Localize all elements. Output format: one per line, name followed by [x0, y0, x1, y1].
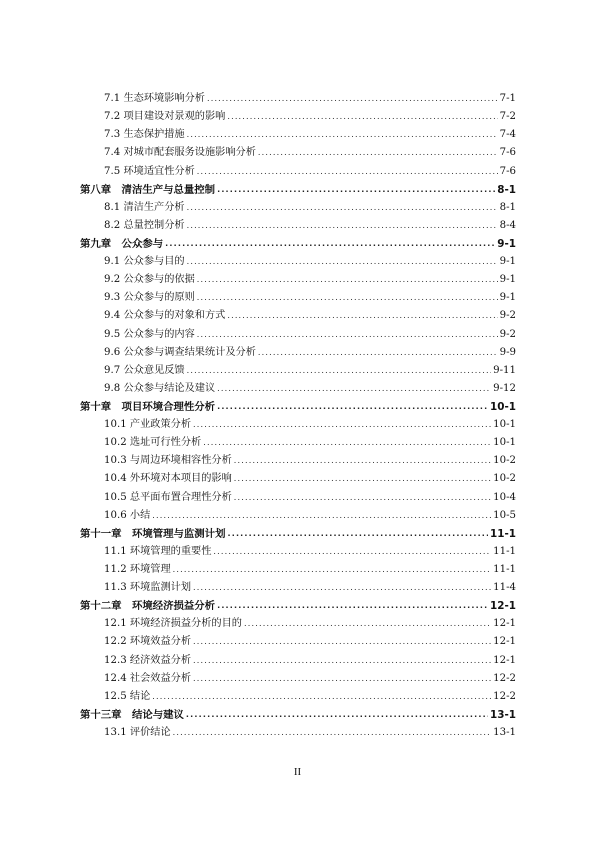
toc-chapter-entry[interactable]: [80, 233, 516, 251]
dot-leader: [217, 599, 488, 613]
toc-entry-page: 12-2: [493, 672, 516, 684]
toc-section-entry[interactable]: [80, 686, 516, 704]
toc-entry-page: 11-1: [493, 563, 516, 575]
toc-chapter-entry[interactable]: [80, 523, 516, 541]
dot-leader: [193, 581, 491, 595]
toc-section-entry[interactable]: [80, 160, 516, 178]
toc-entry-title: 12.3 经济效益分析: [104, 654, 192, 666]
toc-entry-title: 7.2 项目建设对景观的影响: [104, 111, 226, 123]
toc-section-entry[interactable]: [80, 559, 516, 577]
toc-entry-page: 11-1: [493, 545, 516, 557]
toc-entry-page: 10-5: [493, 509, 516, 521]
toc-entry-page: 10-4: [493, 491, 516, 503]
dot-leader: [234, 472, 491, 486]
toc-entry-page: 12-1: [493, 654, 516, 666]
dot-leader: [193, 654, 491, 668]
toc-section-entry[interactable]: [80, 649, 516, 667]
toc-entry-title: 9.5 公众参与的内容: [104, 328, 195, 340]
toc-entry-page: 9-1: [499, 274, 516, 286]
toc-section-entry[interactable]: [80, 323, 516, 341]
toc-section-entry[interactable]: [80, 142, 516, 160]
dot-leader: [227, 527, 488, 541]
dot-leader: [244, 617, 491, 631]
toc-entry-title: 第十三章 结论与建议: [80, 708, 184, 721]
toc-entry-title: 10.4 外环境对本项目的影响: [104, 473, 232, 485]
toc-entry-title: 12.4 社会效益分析: [104, 672, 192, 684]
toc-entry-page: 10-1: [493, 419, 516, 431]
toc-entry-title: 第九章 公众参与: [80, 237, 164, 250]
toc-section-entry[interactable]: [80, 414, 516, 432]
toc-entry-title: 7.4 对城市配套服务设施影响分析: [104, 147, 256, 159]
toc-section-entry[interactable]: [80, 378, 516, 396]
toc-entry-title: 8.1 清洁生产分析: [104, 201, 185, 213]
toc-entry-page: 7-6: [499, 165, 516, 177]
toc-entry-page: 7-6: [499, 147, 516, 159]
dot-leader: [193, 672, 491, 686]
toc-section-entry[interactable]: [80, 215, 516, 233]
toc-entry-page: 10-2: [493, 455, 516, 467]
toc-entry-page: 7-1: [499, 93, 516, 105]
dot-leader: [173, 563, 491, 577]
dot-leader: [193, 635, 491, 649]
toc-entry-page: 8-4: [499, 219, 516, 231]
dot-leader: [187, 128, 498, 142]
toc-section-entry[interactable]: [80, 305, 516, 323]
toc-entry-title: 第八章 清洁生产与总量控制: [80, 183, 216, 196]
toc-entry-title: 9.4 公众参与的对象和方式: [104, 310, 226, 322]
toc-entry-title: 9.2 公众参与的依据: [104, 274, 195, 286]
toc-section-entry[interactable]: [80, 541, 516, 559]
toc-entry-title: 第十一章 环境管理与监测计划: [80, 527, 226, 540]
toc-chapter-entry[interactable]: [80, 179, 516, 197]
toc-entry-title: 12.1 环境经济损益分析的目的: [104, 618, 242, 630]
toc-entry-page: 13-1: [489, 708, 516, 721]
dot-leader: [258, 346, 498, 360]
toc-entry-page: 7-2: [499, 111, 516, 123]
toc-section-entry[interactable]: [80, 722, 516, 740]
toc-entry-page: 10-1: [489, 400, 516, 413]
dot-leader: [187, 364, 492, 378]
toc-entry-title: 7.3 生态保护措施: [104, 129, 185, 141]
dot-leader: [187, 219, 498, 233]
toc-chapter-entry[interactable]: [80, 396, 516, 414]
toc-entry-title: 10.2 选址可行性分析: [104, 437, 202, 449]
toc-entry-title: 9.7 公众意见反馈: [104, 364, 185, 376]
toc-entry-page: 9-1: [499, 256, 516, 268]
dot-leader: [207, 92, 498, 106]
dot-leader: [234, 491, 491, 505]
toc-section-entry[interactable]: [80, 486, 516, 504]
toc-entry-page: 9-11: [493, 364, 516, 376]
toc-entry-title: 12.2 环境效益分析: [104, 636, 192, 648]
toc-entry-title: 第十二章 环境经济损益分析: [80, 600, 216, 613]
toc-entry-page: 9-1: [497, 237, 516, 250]
dot-leader: [193, 418, 491, 432]
toc-section-entry[interactable]: [80, 251, 516, 269]
toc-entry-page: 12-2: [493, 690, 516, 702]
page-number: II: [293, 766, 302, 778]
toc-entry-title: 11.3 环境监测计划: [104, 582, 192, 594]
toc-entry-title: 10.3 与周边环境相容性分析: [104, 455, 232, 467]
dot-leader: [217, 382, 491, 396]
dot-leader: [197, 291, 498, 305]
toc-entry-page: 11-4: [493, 582, 516, 594]
toc-entry-title: 10.6 小结: [104, 509, 151, 521]
dot-leader: [152, 690, 491, 704]
toc-entry-title: 9.6 公众参与调查结果统计及分析: [104, 346, 256, 358]
dot-leader: [187, 201, 498, 215]
dot-leader: [197, 273, 498, 287]
toc-entry-page: 9-9: [499, 346, 516, 358]
toc-entry-page: 13-1: [493, 726, 516, 738]
toc-entry-page: 12-1: [489, 600, 516, 613]
toc-section-entry[interactable]: [80, 505, 516, 523]
dot-leader: [152, 509, 491, 523]
toc-entry-page: 8-1: [499, 201, 516, 213]
dot-leader: [213, 545, 491, 559]
toc-section-entry[interactable]: [80, 668, 516, 686]
toc-section-entry[interactable]: [80, 269, 516, 287]
toc-section-entry[interactable]: [80, 124, 516, 142]
toc-entry-page: 9-12: [493, 382, 516, 394]
toc-entry-page: 9-2: [499, 328, 516, 340]
toc-section-entry[interactable]: [80, 287, 516, 305]
toc-section-entry[interactable]: [80, 631, 516, 649]
toc-entry-title: 9.3 公众参与的原则: [104, 292, 195, 304]
toc-entry-page: 9-2: [499, 310, 516, 322]
toc-section-entry[interactable]: [80, 613, 516, 631]
dot-leader: [217, 183, 495, 197]
toc-entry-title: 9.8 公众参与结论及建议: [104, 382, 216, 394]
toc-entry-page: 8-1: [497, 183, 516, 196]
dot-leader: [186, 708, 488, 722]
table-of-contents: [80, 88, 516, 740]
toc-entry-title: 10.5 总平面布置合理性分析: [104, 491, 232, 503]
dot-leader: [197, 328, 498, 342]
toc-entry-title: 第十章 项目环境合理性分析: [80, 400, 216, 413]
toc-entry-title: 7.1 生态环境影响分析: [104, 93, 205, 105]
toc-section-entry[interactable]: [80, 106, 516, 124]
dot-leader: [165, 237, 495, 251]
toc-section-entry[interactable]: [80, 88, 516, 106]
toc-entry-title: 8.2 总量控制分析: [104, 219, 185, 231]
toc-entry-title: 11.1 环境管理的重要性: [104, 545, 212, 557]
toc-entry-page: 11-1: [489, 527, 516, 540]
dot-leader: [258, 146, 498, 160]
toc-entry-title: 10.1 产业政策分析: [104, 419, 192, 431]
dot-leader: [173, 726, 491, 740]
dot-leader: [217, 400, 488, 414]
toc-section-entry[interactable]: [80, 468, 516, 486]
dot-leader: [203, 436, 491, 450]
toc-entry-title: 7.5 环境适宜性分析: [104, 165, 195, 177]
toc-entry-title: 12.5 结论: [104, 690, 151, 702]
toc-entry-page: 9-1: [499, 292, 516, 304]
toc-section-entry[interactable]: [80, 342, 516, 360]
dot-leader: [227, 309, 497, 323]
toc-section-entry[interactable]: [80, 577, 516, 595]
toc-section-entry[interactable]: [80, 360, 516, 378]
toc-entry-title: 13.1 评价结论: [104, 726, 171, 738]
toc-section-entry[interactable]: [80, 450, 516, 468]
dot-leader: [197, 165, 498, 179]
toc-entry-title: 9.1 公众参与目的: [104, 256, 185, 268]
dot-leader: [187, 255, 498, 269]
toc-entry-page: 10-1: [493, 437, 516, 449]
toc-entry-page: 12-1: [493, 636, 516, 648]
toc-entry-page: 7-4: [499, 129, 516, 141]
toc-section-entry[interactable]: [80, 432, 516, 450]
toc-chapter-entry[interactable]: [80, 704, 516, 722]
toc-entry-title: 11.2 环境管理: [104, 563, 171, 575]
toc-chapter-entry[interactable]: [80, 595, 516, 613]
toc-section-entry[interactable]: [80, 197, 516, 215]
dot-leader: [227, 110, 497, 124]
dot-leader: [234, 454, 491, 468]
toc-entry-page: 12-1: [493, 618, 516, 630]
toc-entry-page: 10-2: [493, 473, 516, 485]
